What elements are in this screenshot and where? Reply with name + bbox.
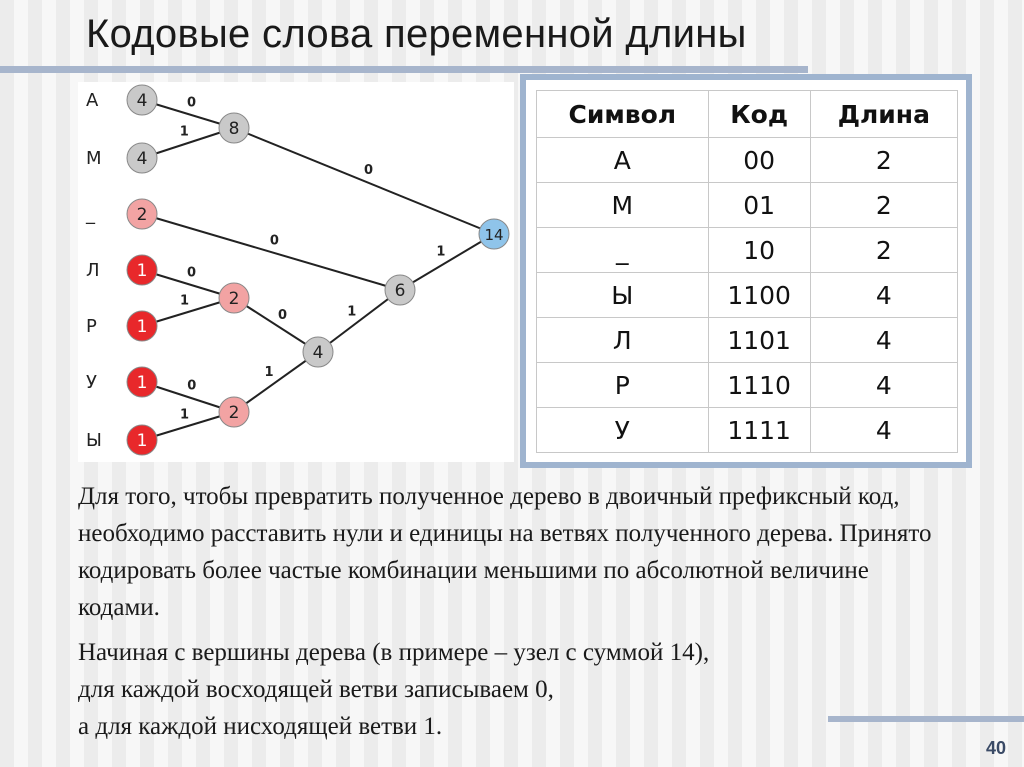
- huffman-tree-diagram: [78, 82, 514, 462]
- tree-edge: [400, 234, 494, 290]
- header-length: Длина: [810, 91, 957, 138]
- internal-weight: 14: [484, 226, 504, 244]
- internal-weight: 6: [394, 281, 406, 301]
- leaf-symbol: М: [86, 148, 102, 169]
- explanation-text: [78, 478, 938, 745]
- header-code: Код: [708, 91, 810, 138]
- table-cell-code: 1100: [708, 273, 810, 318]
- paragraph-coding-rule: [78, 634, 938, 745]
- table-row: [537, 183, 958, 228]
- table-cell-symbol: Л: [537, 318, 709, 363]
- internal-weight: 2: [228, 403, 240, 423]
- table-row: [537, 138, 958, 183]
- internal-weight: 4: [312, 343, 324, 363]
- edge-label: 0: [364, 162, 374, 178]
- leaf-weight: 1: [136, 373, 148, 393]
- header-symbol: Символ: [537, 91, 709, 138]
- edge-label: 0: [186, 265, 197, 281]
- table-cell-length: 4: [810, 408, 957, 453]
- table-cell-symbol: А: [537, 138, 709, 183]
- table-cell-code: 1111: [708, 408, 810, 453]
- table-cell-symbol: Ы: [537, 273, 709, 318]
- edge-label: 0: [277, 307, 288, 323]
- leaf-symbol: Л: [86, 260, 100, 281]
- table-cell-code: 1110: [708, 363, 810, 408]
- rule-line: а для каждой нисходящей ветви 1.: [78, 713, 443, 740]
- slide-title: Кодовые слова переменной длины: [86, 12, 747, 56]
- leaf-weight: 4: [136, 91, 148, 111]
- title-underline-bar: [0, 66, 808, 73]
- tree-edge: [234, 128, 494, 234]
- huffman-tree-panel: [78, 82, 514, 462]
- table-row: [537, 318, 958, 363]
- leaf-weight: 1: [136, 431, 148, 451]
- table-cell-length: 2: [810, 228, 957, 273]
- paragraph-prefix-code: Для того, чтобы превратить полученное дерево в двоичный префиксный код, необходимо расставить нули и единицы на ветвях полученного дерева. Принято кодировать более частые комбинации меньшими по абсолютной величине кодами.: [78, 483, 932, 621]
- table-row: [537, 363, 958, 408]
- table-cell-code: 00: [708, 138, 810, 183]
- edge-label: 1: [179, 407, 190, 423]
- footer-accent-bar: [828, 716, 1024, 722]
- leaf-symbol: _: [86, 204, 95, 225]
- code-table: [536, 90, 958, 453]
- leaf-weight: 4: [136, 149, 148, 169]
- rule-line: для каждой восходящей ветви записываем 0,: [78, 676, 554, 703]
- edge-label: 0: [269, 233, 279, 249]
- leaf-weight: 1: [136, 317, 148, 337]
- table-cell-length: 2: [810, 183, 957, 228]
- table-header-row: [537, 91, 958, 138]
- code-table-frame: [520, 74, 972, 468]
- edge-label: 1: [347, 304, 357, 320]
- table-cell-symbol: М: [537, 183, 709, 228]
- rule-line: Начиная с вершины дерева (в примере – узел с суммой 14),: [78, 639, 710, 666]
- table-row: [537, 408, 958, 453]
- table-cell-length: 4: [810, 318, 957, 363]
- internal-weight: 2: [228, 289, 240, 309]
- edge-label: 1: [436, 244, 446, 260]
- table-cell-symbol: У: [537, 408, 709, 453]
- table-cell-code: 10: [708, 228, 810, 273]
- table-cell-code: 1101: [708, 318, 810, 363]
- page-number: 40: [986, 738, 1007, 758]
- table-row: [537, 273, 958, 318]
- leaf-symbol: Ы: [86, 430, 102, 451]
- table-cell-symbol: _: [537, 228, 709, 273]
- table-cell-symbol: Р: [537, 363, 709, 408]
- edge-label: 1: [179, 293, 190, 309]
- leaf-symbol: У: [86, 372, 97, 393]
- leaf-symbol: А: [86, 90, 99, 111]
- table-cell-length: 4: [810, 363, 957, 408]
- edge-label: 1: [179, 124, 189, 140]
- tree-edge: [142, 214, 400, 290]
- table-cell-code: 01: [708, 183, 810, 228]
- leaf-symbol: Р: [86, 316, 97, 337]
- edge-label: 0: [187, 378, 197, 394]
- leaf-weight: 2: [136, 205, 148, 225]
- edge-label: 0: [186, 95, 197, 111]
- leaf-weight: 1: [136, 261, 148, 281]
- table-row: [537, 228, 958, 273]
- table-cell-length: 4: [810, 273, 957, 318]
- edge-label: 1: [264, 365, 274, 381]
- table-cell-length: 2: [810, 138, 957, 183]
- internal-weight: 8: [228, 119, 240, 139]
